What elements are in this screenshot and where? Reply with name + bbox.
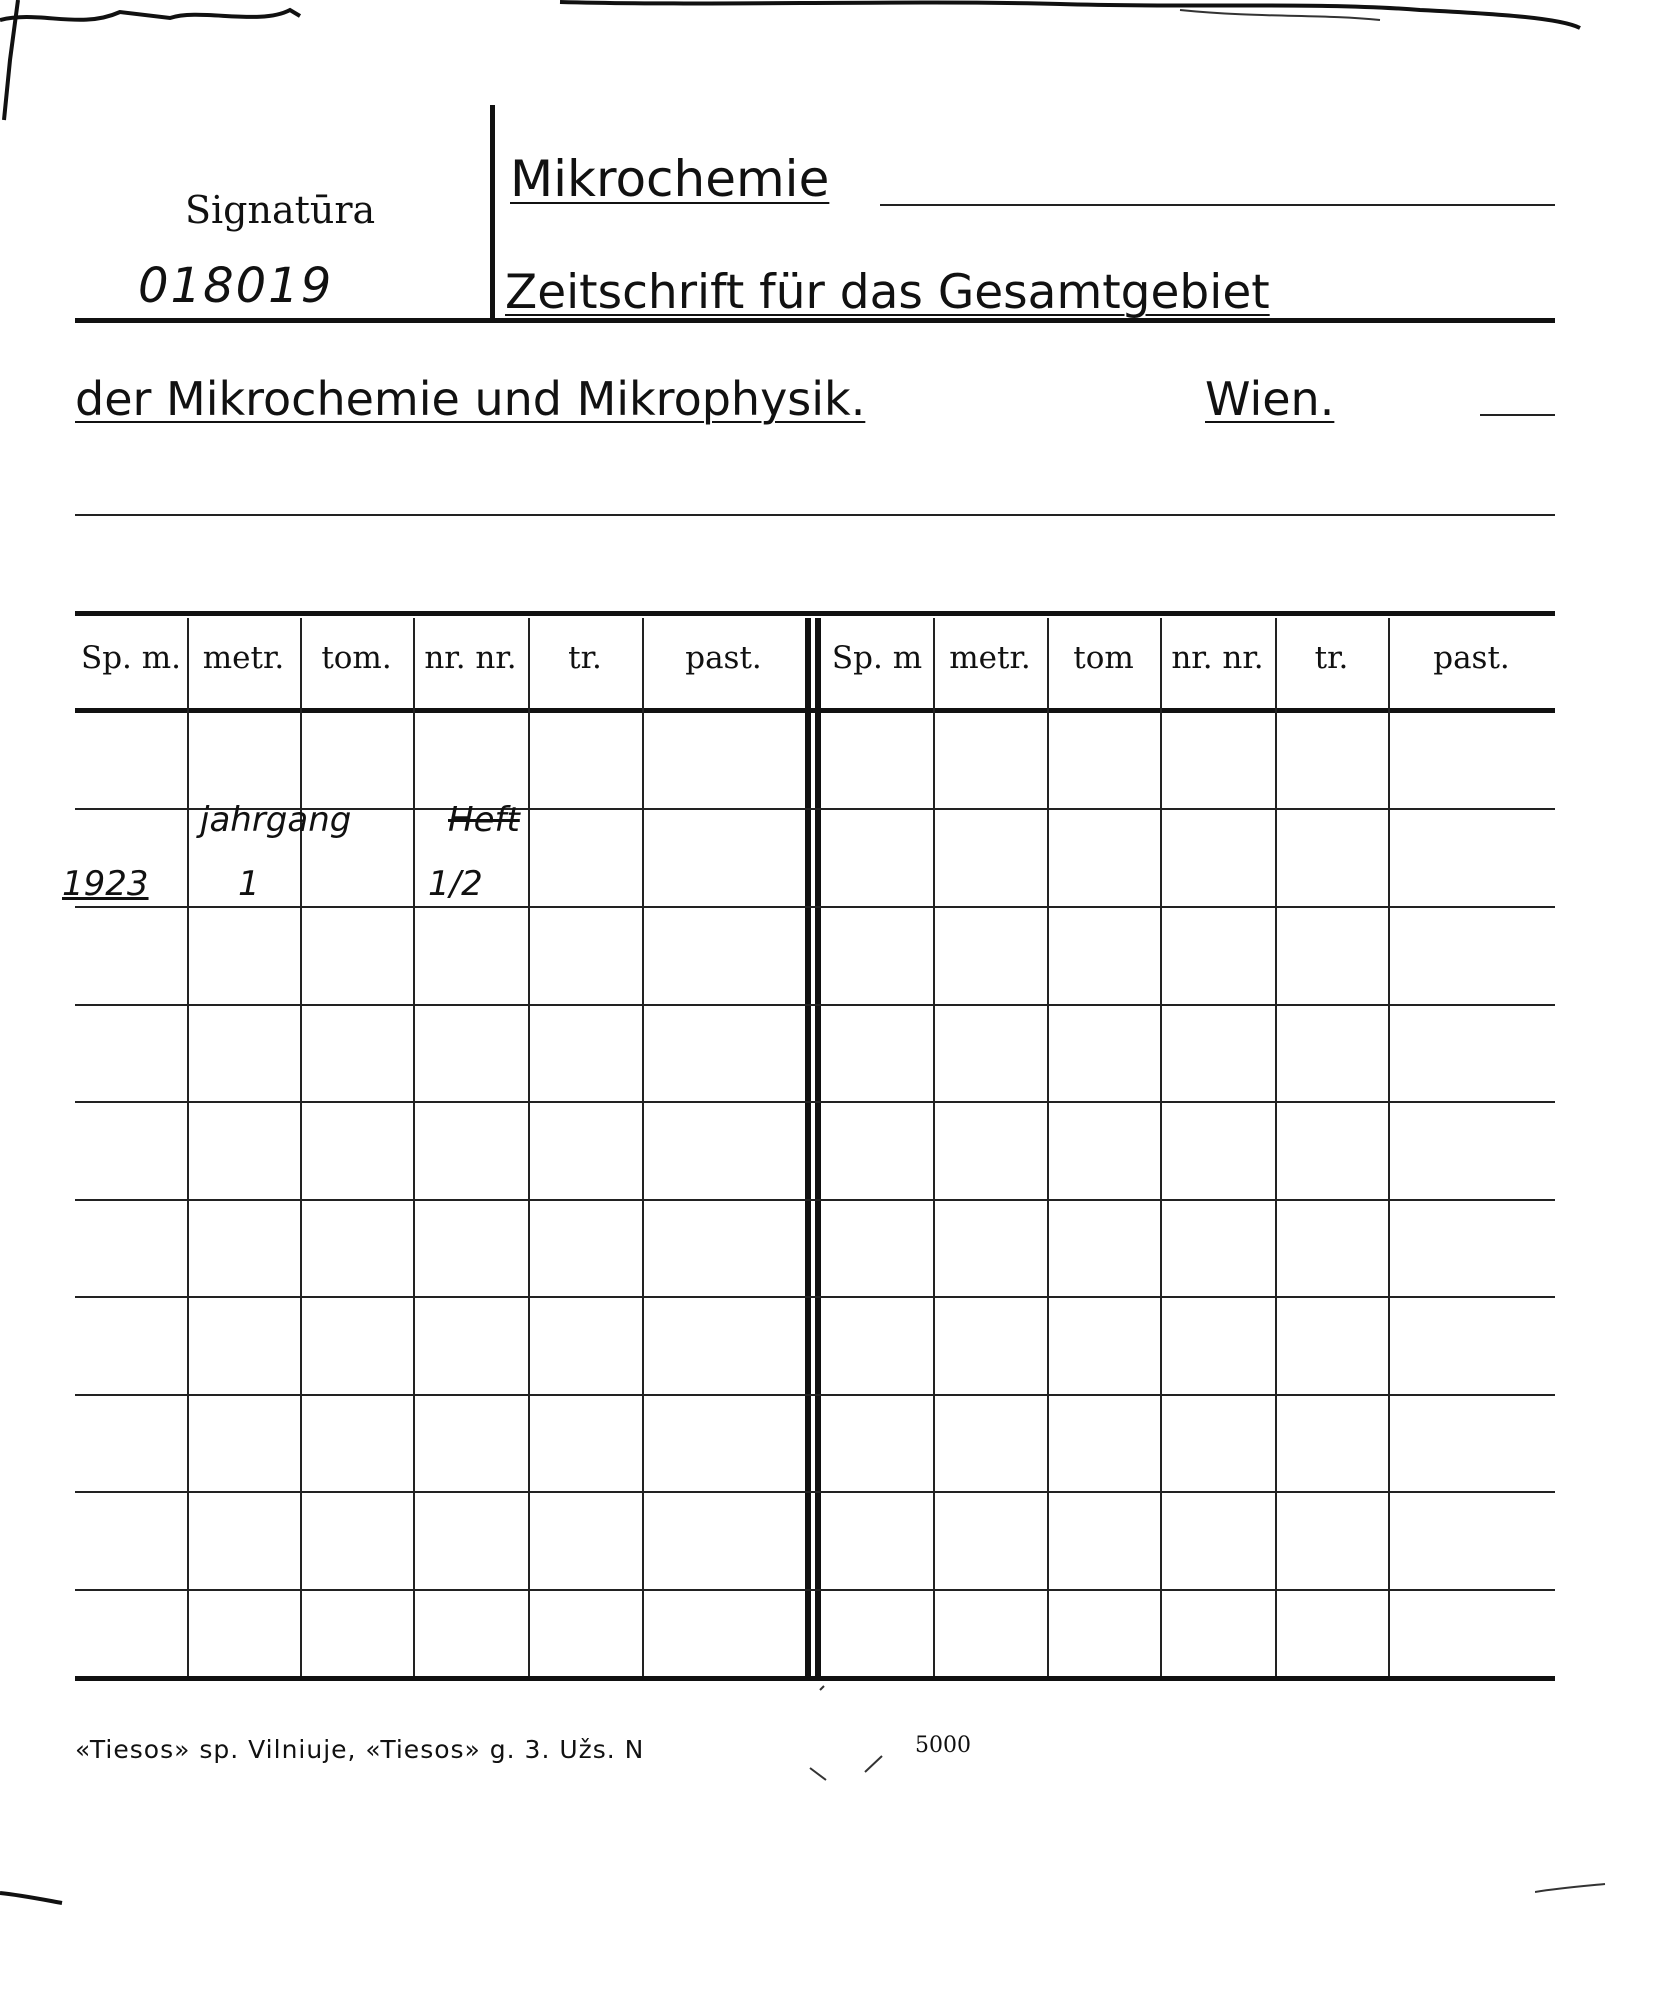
col-line [1160,618,1162,1676]
col-line [187,618,189,1676]
col-line [1047,618,1049,1676]
col-line [642,618,644,1676]
center-divider [805,618,811,1676]
header-tom: tom. [321,640,392,676]
col-line [933,618,935,1676]
torn-bottom-left [0,1885,70,1915]
entry-volume: 1 [238,864,260,904]
col-line [413,618,415,1676]
entry-issue: 1/2 [428,864,483,904]
torn-bottom-right [1535,1880,1615,1900]
header-sp-m-2: Sp. m [831,640,923,676]
print-run: 5000 [915,1733,971,1758]
center-divider [815,618,821,1676]
col-line [528,618,530,1676]
entry-heft: Heft [448,800,520,840]
entry-jahrgang: jahrgang [200,800,352,840]
header-tr: tr. [568,640,602,676]
col-line [300,618,302,1676]
torn-left-edge [0,0,20,140]
header-nr-nr: nr. nr. [424,640,517,676]
entry-year: 1923 [62,864,149,904]
header-nr-nr-2: nr. nr. [1171,640,1264,676]
title-divider [490,105,495,320]
row-line [75,1101,1555,1103]
row-line [75,1491,1555,1493]
printer-imprint: «Tiesos» sp. Vilniuje, «Tiesos» g. 3. Užs. N [75,1735,645,1764]
title-line-3-place: Wien. [1205,372,1335,426]
header-past: past. [685,640,762,676]
col-line [1275,618,1277,1676]
title-rule-1 [880,204,1555,206]
header-tr-2: tr. [1314,640,1349,676]
header-past-2: past. [1433,640,1510,676]
header-metr-2: metr. [949,640,1031,676]
title-line-1: Mikrochemie [510,150,830,208]
row-line [75,906,1555,908]
table-top-rule [75,611,1555,616]
row-line [75,1394,1555,1396]
header-sp-m: Sp. m. [80,640,182,676]
row-line [75,1199,1555,1201]
row-line [75,1004,1555,1006]
signature-label: Signatūra [185,188,376,232]
title-line-3: der Mikrochemie und Mikrophysik. [75,372,866,426]
pen-tick-mark [790,1680,890,1790]
blank-rule [75,514,1555,516]
row-line [75,1589,1555,1591]
row-line [75,1296,1555,1298]
signature-value: 018019 [138,258,334,314]
torn-top-edge [0,0,1653,40]
title-line-2: Zeitschrift für das Gesamtgebiet [505,265,1270,320]
header-metr: metr. [202,640,285,676]
header-tom-2: tom [1073,640,1134,676]
col-line [1388,618,1390,1676]
title-rule-3 [1480,414,1555,416]
